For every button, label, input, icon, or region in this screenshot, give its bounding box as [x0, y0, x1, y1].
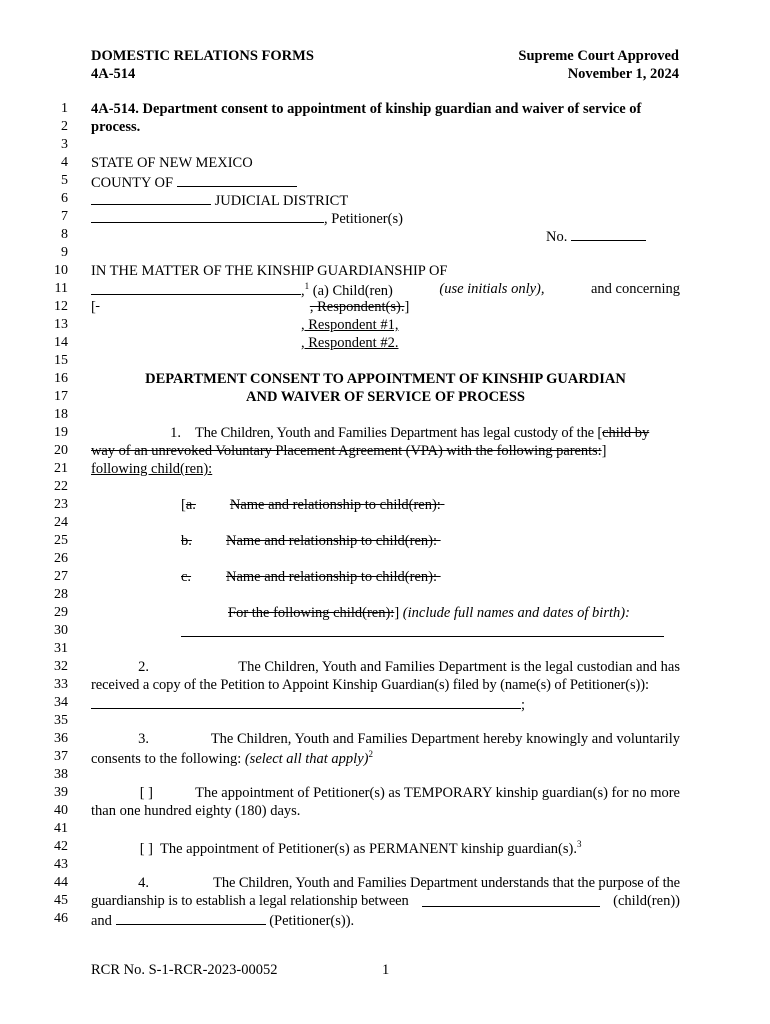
- para3-text-1: The Children, Youth and Families Department hereby knowingly and voluntarily: [210, 731, 680, 747]
- item-c-line: [181, 569, 680, 586]
- county-blank[interactable]: [177, 173, 297, 187]
- respondent-1-blank[interactable]: [91, 317, 301, 334]
- line-number: 8: [61, 227, 68, 242]
- para2-line-2: received a copy of the Petition to Appoint Kinship Guardian(s) filed by (name(s) of Petitioner(s)):: [91, 677, 649, 693]
- line-number: 45: [54, 893, 68, 908]
- line-number: 40: [54, 803, 68, 818]
- respondent-1-line: [91, 317, 680, 334]
- respondent-2-line: [91, 335, 680, 352]
- line-number: 19: [54, 425, 68, 440]
- petitioner-label: , Petitioner(s): [324, 211, 403, 227]
- para1-underlined: following child(ren):: [91, 461, 213, 477]
- heading-line-2: AND WAIVER OF SERVICE OF PROCESS: [246, 389, 525, 405]
- children-blank[interactable]: [91, 281, 301, 295]
- line-number: 4: [61, 155, 68, 170]
- para1-number: 1.: [170, 425, 181, 441]
- footer-rcr: RCR No. S-1-RCR-2023-00052: [91, 962, 278, 978]
- respondent-2-blank[interactable]: [91, 335, 301, 352]
- child-label: (child(ren)): [613, 893, 680, 909]
- para1-struck-b: way of an unrevoked Voluntary Placement Agreement (VPA) with the following parents:: [91, 443, 602, 459]
- line-number: 34: [54, 695, 68, 710]
- para3-text-2: consents to the following:: [91, 750, 242, 767]
- item-c-text: Name and relationship to child(ren):: [226, 569, 437, 585]
- para1-close: ]: [601, 443, 607, 459]
- district-line: [91, 191, 680, 210]
- para4-text-1: The Children, Youth and Families Department understands that the purpose of the: [213, 875, 680, 891]
- para1-line-1: [91, 425, 680, 442]
- header-date: November 1, 2024: [567, 66, 679, 82]
- para1-struck-a: child by: [602, 425, 650, 441]
- para4-line-3: [91, 911, 680, 930]
- line-number: 36: [54, 731, 68, 746]
- line-number: 33: [54, 677, 68, 692]
- state-line: STATE OF NEW MEXICO: [91, 155, 253, 171]
- para1-line-3: [91, 461, 680, 478]
- item-a-text: Name and relationship to child(ren):: [229, 497, 441, 513]
- line-number: 37: [54, 749, 68, 764]
- respondent-1-label: , Respondent #1,: [301, 317, 399, 333]
- line-number: 11: [54, 281, 68, 296]
- para2-text-1: The Children, Youth and Families Department is the legal custodian and has: [238, 659, 680, 675]
- case-number-blank[interactable]: [571, 227, 646, 241]
- temporary-text-1: The appointment of Petitioner(s) as TEMPORARY kinship guardian(s) for no more: [195, 785, 680, 801]
- children-label: (a) Child(ren): [312, 283, 393, 299]
- line-number: 27: [54, 569, 68, 584]
- line-number: 31: [54, 641, 68, 656]
- for-following-line: [228, 605, 680, 622]
- include-names-note: (include full names and dates of birth):: [402, 605, 630, 621]
- para2-number: 2.: [138, 659, 149, 675]
- line-number: 15: [54, 353, 68, 368]
- district-label: JUDICIAL DISTRICT: [214, 193, 349, 209]
- bracket-close: ]: [404, 299, 410, 315]
- header-form-set: DOMESTIC RELATIONS FORMS: [91, 48, 314, 64]
- line-number: 6: [61, 191, 68, 206]
- form-title-line-1: 4A-514. Department consent to appointment of kinship guardian and waiver of service of: [91, 101, 642, 117]
- header-right: [518, 47, 679, 83]
- children-line: [91, 281, 680, 300]
- item-b-label: b.: [181, 533, 192, 549]
- para3-number: 3.: [138, 731, 149, 747]
- para2-end: ;: [521, 697, 526, 713]
- for-following-close: ]: [394, 605, 400, 621]
- petitioner-blank[interactable]: [91, 209, 324, 223]
- header-approval: Supreme Court Approved: [518, 48, 679, 64]
- respondents-struck-line: [91, 299, 680, 316]
- and-concerning: and concerning: [591, 281, 680, 297]
- item-a-line: [181, 497, 680, 514]
- line-number: 35: [54, 713, 68, 728]
- para4-text-2: guardianship is to establish a legal relationship between: [91, 893, 409, 909]
- line-number: 23: [54, 497, 68, 512]
- line-number: 46: [54, 911, 68, 926]
- line-number: 7: [61, 209, 68, 224]
- item-b-text: Name and relationship to child(ren):: [226, 533, 437, 549]
- bracket-open: [: [91, 299, 96, 315]
- permanent-option-line: [91, 839, 680, 858]
- line-number: 38: [54, 767, 68, 782]
- temporary-option-line: [91, 785, 680, 802]
- petitioner-label-2: (Petitioner(s)).: [269, 913, 355, 929]
- petitioner-line: [91, 209, 680, 228]
- temporary-text-2: than one hundred eighty (180) days.: [91, 803, 301, 819]
- line-number: 2: [61, 119, 68, 134]
- line-number: 14: [54, 335, 68, 350]
- para4-line-1: [91, 875, 680, 892]
- line-number: 29: [54, 605, 68, 620]
- item-b-line: [181, 533, 680, 550]
- use-initials-note: (use initials only),: [439, 281, 545, 297]
- para2-line-3: [91, 695, 680, 714]
- line-number: 32: [54, 659, 68, 674]
- select-note: (select all that apply): [244, 750, 369, 767]
- respondent-2-label: , Respondent #2.: [301, 335, 399, 351]
- line-number: 22: [54, 479, 68, 494]
- temporary-checkbox[interactable]: [ ]: [139, 785, 153, 801]
- footnote-ref-3: 3: [576, 839, 582, 849]
- permanent-text: The appointment of Petitioner(s) as PERMANENT kinship guardian(s).: [160, 840, 577, 857]
- child-name-blank[interactable]: [422, 893, 600, 907]
- case-number-label: No.: [546, 229, 568, 245]
- line-number: 12: [54, 299, 68, 314]
- form-title-line-2: process.: [91, 119, 141, 135]
- footnote-ref-2: 2: [368, 749, 373, 759]
- line-number: 26: [54, 551, 68, 566]
- line-number: 20: [54, 443, 68, 458]
- county-line: [91, 173, 680, 192]
- para4-and: and: [91, 913, 112, 929]
- item-c-label: c.: [181, 569, 192, 585]
- line-number: 1: [61, 101, 68, 116]
- line-number: 13: [54, 317, 68, 332]
- line-number: 44: [54, 875, 68, 890]
- item-a-bracket: [: [181, 497, 186, 513]
- line-number: 28: [54, 587, 68, 602]
- permanent-checkbox[interactable]: [ ]: [139, 840, 153, 857]
- line-number: 16: [54, 371, 68, 386]
- children-segment: ,$^1$ (a) Child(ren): [91, 281, 393, 300]
- petitioner-name-blank[interactable]: [116, 911, 266, 925]
- district-blank[interactable]: [91, 191, 211, 205]
- line-number: 25: [54, 533, 68, 548]
- header-left: [91, 47, 314, 83]
- para3-line-2: [91, 749, 680, 768]
- line-number: 41: [54, 821, 68, 836]
- respondents-struck-blank: [96, 299, 310, 316]
- item-a-label: a.: [185, 497, 196, 513]
- line-number: 43: [54, 857, 68, 872]
- line-number: 30: [54, 623, 68, 638]
- para2-line-1: [91, 659, 680, 676]
- para1-text-a: The Children, Youth and Families Department has legal custody of the [: [195, 425, 603, 441]
- in-matter-line: IN THE MATTER OF THE KINSHIP GUARDIANSHIP OF: [91, 263, 448, 279]
- line-number: 9: [61, 245, 68, 260]
- header-form-number: 4A-514: [91, 66, 136, 82]
- line-number: 10: [54, 263, 68, 278]
- respondents-struck-label: , Respondent(s).: [309, 299, 405, 315]
- case-number-line: [91, 227, 646, 246]
- line-number: 17: [54, 389, 68, 404]
- line-number: 42: [54, 839, 68, 854]
- line-number: 39: [54, 785, 68, 800]
- line-number: 3: [61, 137, 68, 152]
- footnote-ref-1: 1: [304, 281, 310, 292]
- para1-line-2: [91, 443, 680, 460]
- children-names-blank[interactable]: [181, 623, 664, 637]
- line-number: 5: [61, 173, 68, 188]
- para3-line-1: [91, 731, 680, 748]
- footer-page-number: 1: [382, 962, 390, 978]
- line-number: 18: [54, 407, 68, 422]
- line-number: 24: [54, 515, 68, 530]
- line-number: 21: [54, 461, 68, 476]
- item-a-blank: [441, 497, 667, 514]
- item-c-blank: [437, 569, 663, 586]
- para4-line-2: [91, 893, 680, 910]
- para4-number: 4.: [138, 875, 149, 891]
- item-b-blank: [437, 533, 663, 550]
- petitioner-names-blank[interactable]: [91, 695, 521, 709]
- for-following-struck: For the following child(ren):: [228, 605, 395, 621]
- children-names-line: [181, 623, 666, 642]
- county-label: COUNTY OF: [91, 175, 174, 191]
- heading-line-1: DEPARTMENT CONSENT TO APPOINTMENT OF KINSHIP GUARDIAN: [145, 371, 626, 387]
